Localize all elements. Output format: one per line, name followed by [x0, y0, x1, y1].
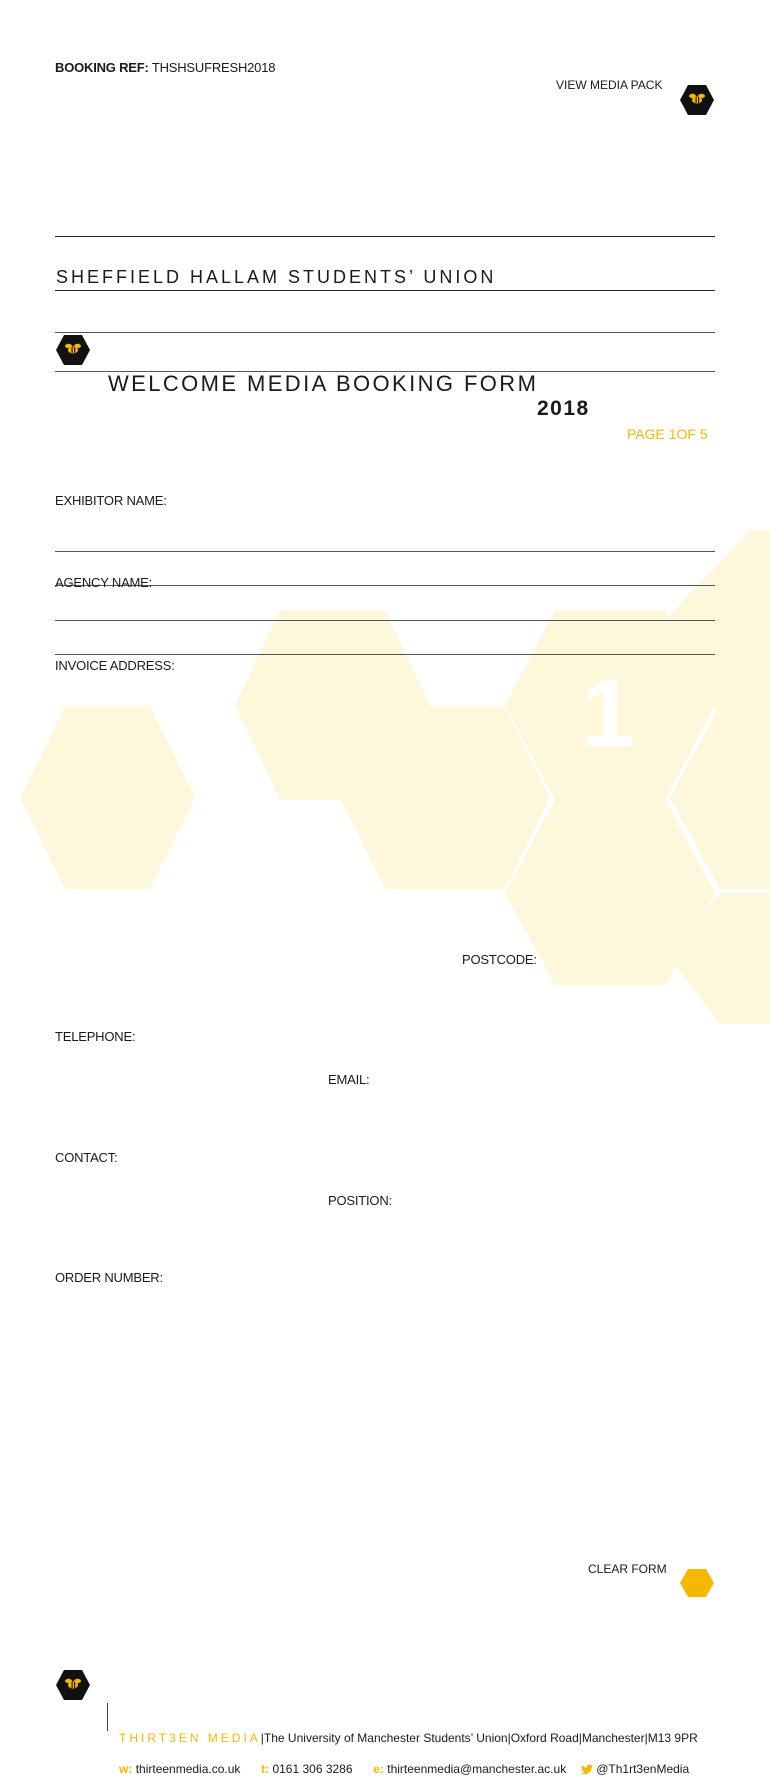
invoice-address-label: INVOICE ADDRESS: — [55, 658, 175, 673]
order-number-label: ORDER NUMBER: — [55, 1270, 163, 1285]
form-year: 2018 — [537, 397, 590, 420]
separator: | — [507, 1731, 511, 1745]
booking-ref — [55, 60, 770, 75]
email-label-footer: e: — [373, 1762, 384, 1776]
postcode-label: POSTCODE: — [462, 952, 537, 967]
contact-input[interactable] — [130, 1158, 320, 1186]
yellow-hexagon-icon — [679, 1568, 715, 1598]
exhibitor-name-input[interactable] — [170, 501, 715, 529]
footer-brand: THIRT3EN MEDIA — [119, 1731, 261, 1745]
union-name: SHEFFIELD HALLAM STUDENTS’ UNION — [56, 267, 497, 287]
bee-hexagon-icon — [55, 334, 91, 366]
footer-web-link[interactable]: thirteenmedia.co.uk — [135, 1762, 241, 1776]
footer-twitter-link[interactable]: @Th1rt3enMedia — [596, 1762, 690, 1776]
exhibitor-name-label: EXHIBITOR NAME: — [55, 493, 167, 508]
booking-ref-value: THSHSUFRESH2018 — [151, 60, 276, 75]
footer-address-4: M13 9PR — [647, 1731, 698, 1745]
footer-email-link[interactable]: thirteenmedia@manchester.ac.uk — [387, 1762, 567, 1776]
agency-name-label: AGENCY NAME: — [55, 575, 153, 590]
email-input[interactable] — [380, 1081, 715, 1109]
footer-tel: 0161 306 3286 — [272, 1762, 353, 1776]
view-media-pack-label: VIEW MEDIA PACK — [556, 78, 663, 92]
footer-address-1: The University of Manchester Students’ Union — [263, 1731, 508, 1745]
separator: | — [260, 1731, 264, 1745]
bee-hexagon-icon[interactable] — [679, 84, 715, 116]
footer-address-3: Manchester — [581, 1731, 645, 1745]
form-title: WELCOME MEDIA BOOKING FORM — [108, 371, 539, 396]
divider — [55, 332, 715, 333]
bee-hexagon-icon — [55, 1669, 91, 1701]
title-bottom-rule — [55, 290, 715, 291]
agency-name-input[interactable] — [165, 582, 715, 610]
separator: | — [578, 1731, 582, 1745]
footer-contact-line — [119, 1762, 770, 1778]
contact-label: CONTACT: — [55, 1150, 118, 1165]
footer-divider — [107, 1703, 108, 1731]
position-label: POSITION: — [328, 1193, 392, 1208]
divider — [55, 620, 715, 621]
order-number-input[interactable] — [172, 1279, 715, 1307]
position-input[interactable] — [400, 1201, 715, 1229]
clear-form-button[interactable] — [679, 1568, 715, 1598]
telephone-input[interactable] — [140, 1038, 320, 1066]
email-label: EMAIL: — [328, 1072, 370, 1087]
postcode-input[interactable] — [545, 960, 715, 988]
footer-address-line — [119, 1731, 770, 1745]
divider — [55, 551, 715, 552]
web-label: w: — [119, 1762, 133, 1776]
invoice-address-input[interactable] — [185, 665, 715, 805]
background-page-number: 1 — [581, 660, 635, 767]
telephone-label: TELEPHONE: — [55, 1029, 136, 1044]
twitter-bird-icon — [581, 1764, 593, 1778]
tel-label: t: — [261, 1762, 270, 1776]
booking-ref-label: BOOKING REF: — [55, 60, 149, 75]
footer-address-2: Oxford Road — [510, 1731, 579, 1745]
view-media-pack-link[interactable] — [556, 78, 662, 92]
page-indicator: PAGE 1OF 5 — [627, 426, 708, 442]
clear-form-label: CLEAR FORM — [588, 1562, 667, 1576]
title-top-rule — [55, 236, 715, 237]
divider — [55, 654, 715, 655]
separator: | — [644, 1731, 648, 1745]
